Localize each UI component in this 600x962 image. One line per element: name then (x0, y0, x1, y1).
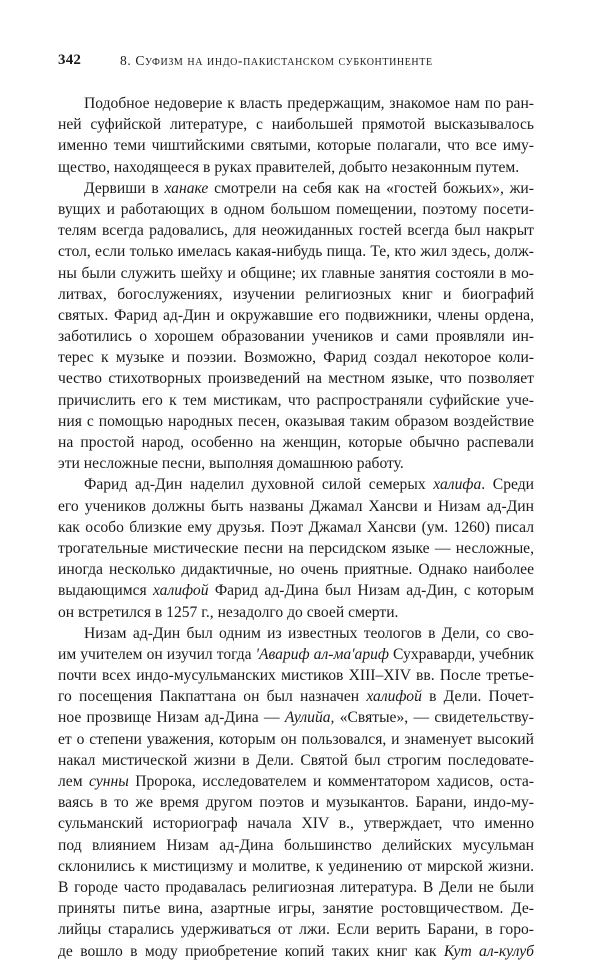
text-run: эти несложные песни, выполняя домашнюю работу. (58, 455, 404, 473)
text-run: . Среди (481, 476, 534, 494)
text-run: иногда несколько дидактичные, но очень приятные. Однако наиболее (58, 561, 534, 579)
text-run: литвах, богослужениях, изучении религиозных книг и биографий (58, 285, 534, 303)
text-run: его учеников должны быть названы Джамал Хансви и Низам ад-Дин (58, 497, 534, 515)
text-run: стол, если только имелась какая-нибудь пища. Те, кто жил здесь, долж- (58, 243, 534, 261)
text-line (58, 856, 534, 877)
text-run: лийцы старались удерживаться от лжи. Если верить Барани, в горо- (58, 921, 534, 939)
text-line (58, 284, 534, 305)
text-run: Фарид ад-Дина был Низам ад-Дин, с которым (208, 582, 534, 600)
italic-term: халифой (366, 688, 422, 706)
text-line (58, 665, 534, 686)
text-line (58, 707, 534, 728)
text-line (58, 305, 534, 326)
text-run: терес к музыке и поэзии. Возможно, Фарид создал некоторое коли- (58, 349, 534, 367)
text-run: чество стихотворных произведений на местном языке, что позволяет (58, 370, 534, 388)
italic-term: халифой (152, 582, 209, 600)
text-line (58, 453, 534, 474)
text-line (58, 686, 534, 707)
text-run: Пророка, исследователем и комментатором хадисов, оста- (128, 773, 534, 790)
text-run: вущих и работающих в одном большом помещении, поэтому посети- (58, 200, 534, 218)
text-run: смотрели на себя как на «гостей божьих», жи- (208, 179, 534, 197)
italic-term: Аулийа, (284, 709, 335, 727)
text-run: приняты питье вина, азартные игры, занятие ростовщичеством. Де- (58, 900, 534, 918)
text-line (58, 411, 534, 432)
text-line (58, 517, 534, 538)
text-line (58, 135, 534, 156)
text-run: склонились к мистицизму и молитве, к уединению от мирской жизни. (58, 857, 534, 875)
body-text (58, 93, 534, 962)
text-run: причислить его к тем мистикам, что распространяли суфийские уче- (58, 391, 534, 409)
text-line (58, 178, 534, 199)
text-run: в Дели. Почет- (421, 688, 534, 706)
text-run: выдающимся (58, 582, 153, 600)
text-line (58, 941, 534, 962)
text-line (58, 750, 534, 771)
text-run: Дервиши в (84, 179, 165, 197)
text-line (58, 114, 534, 135)
italic-term: Кут ал-кулуб (443, 942, 534, 960)
text-line (58, 157, 534, 178)
text-run: де вошло в моду приобретение копий таких книг как (58, 942, 444, 960)
text-line (58, 93, 534, 114)
text-run: ны были служить шейху и общине; их главные занятия состояли в мо- (58, 264, 534, 282)
text-run: им учителем он изучил тогда (58, 645, 256, 663)
text-run: телям всегда радовались, для неожиданных гостей всегда был накрыт (58, 222, 534, 240)
text-run: как особо близкие ему друзья. Поэт Джамал Хансви (ум. 1260) писал (58, 518, 534, 536)
text-run: святых. Фарид ад-Дин и окружавшие его подвижники, члены ордена, (58, 306, 534, 324)
text-line (58, 771, 534, 792)
text-line (58, 263, 534, 284)
text-run: лем (58, 773, 89, 790)
text-run: под влиянием Низам ад-Дина большинство делийских мусульман (58, 836, 534, 854)
text-line (58, 538, 534, 559)
italic-term: сунны (89, 773, 129, 790)
text-line (58, 390, 534, 411)
running-header (58, 52, 558, 74)
text-line (58, 496, 534, 517)
text-run: именно теми чиштийскими святыми, которые полагали, что все иму- (58, 137, 534, 155)
text-run: заботились о хорошем образовании учеников и сами проявляли ин- (58, 328, 534, 346)
text-line (58, 623, 534, 644)
text-run: ное прозвище Низам ад-Дина — (58, 709, 285, 727)
text-line (58, 580, 534, 601)
text-line (58, 835, 534, 856)
text-line (58, 474, 534, 495)
text-run: ния с помощью народных песен, оказывая таким образом воздействие (58, 412, 534, 430)
text-line (58, 347, 534, 368)
text-line (58, 877, 534, 898)
text-run: Фарид ад-Дин наделил духовной силой семерых (84, 476, 434, 494)
text-run: накал мистической жизни в Дели. Святой был строгим последовате- (58, 751, 534, 769)
text-line (58, 559, 534, 580)
text-run: Низам ад-Дин был одним из известных теологов в Дели, со сво- (84, 624, 534, 642)
text-line (58, 813, 534, 834)
text-run: Сухраварди, учебник (389, 645, 534, 663)
text-run: трогательные мистические песни на персидском языке — несложные, (58, 539, 534, 557)
text-run: на простой народ, особенно на женщин, которые обычно распевали (58, 434, 534, 451)
italic-term: 'Авариф ал-ма'ариф (255, 645, 389, 663)
text-line (58, 326, 534, 347)
text-line (58, 919, 534, 940)
text-line (58, 199, 534, 220)
text-line (58, 729, 534, 750)
page-number: 342 (58, 52, 82, 68)
text-run: щество, находящееся в руках правителей, добыто незаконным путем. (58, 158, 520, 176)
text-run: он встретился в 1257 г., незадолго до своей смерти. (58, 603, 399, 621)
text-run: почти всех индо-мусульманских мистиков XIII–XIV вв. После третье- (58, 667, 534, 685)
text-run: ней суфийской литературе, с наибольшей прямотой высказывалось (58, 116, 534, 134)
text-run: ваясь в то же время другом поэтов и музыкантов. Барани, индо-му- (58, 794, 534, 812)
text-line (58, 220, 534, 241)
text-line (58, 368, 534, 389)
italic-term: ханаке (164, 179, 209, 197)
text-run: ет о степени уважения, которым он пользовался, и знаменует высокий (58, 730, 534, 748)
running-title: 8. Суфизм на индо-пакистанском субконтиненте (120, 53, 433, 68)
text-run: сульманский историограф начала XIV в., утверждает, что именно (58, 815, 534, 833)
text-run: В городе часто продавалась религиозная литература. В Дели не были (58, 878, 534, 896)
italic-term: халифа (433, 476, 482, 494)
text-run: Подобное недоверие к власть предержащим, знакомое нам по ран- (84, 95, 534, 112)
text-run: «Святые», — свидетельству- (334, 709, 534, 727)
text-line (58, 792, 534, 813)
text-line (58, 602, 534, 623)
text-line (58, 644, 534, 665)
text-line (58, 241, 534, 262)
text-line (58, 432, 534, 453)
text-run: го посещения Пакпаттана он был назначен (58, 688, 367, 706)
text-line (58, 898, 534, 919)
